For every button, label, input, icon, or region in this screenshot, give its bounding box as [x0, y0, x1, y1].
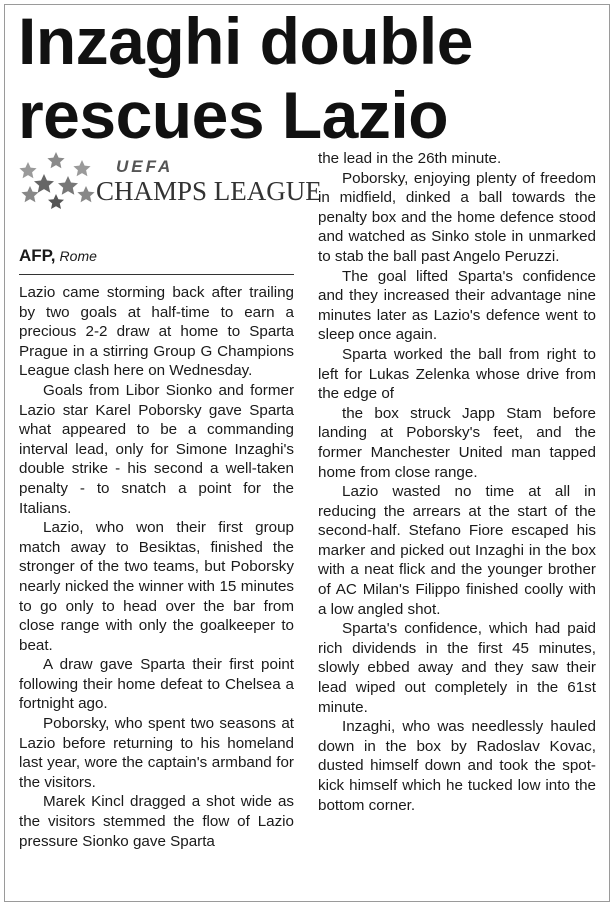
paragraph: Goals from Libor Sionko and former Lazio star Karel Poborsky gave Sparta what appeared to be a commanding interval lead, only for Simone Inzaghi's double strike - his second a well-taken penalty - to snatch a point for the Italians.	[19, 381, 294, 517]
byline-agency: AFP,	[19, 246, 56, 265]
star-icon	[73, 160, 90, 176]
paragraph: The goal lifted Sparta's confidence and they increased their advantage nine minutes later as Lazio's defence went to sleep once again.	[318, 267, 596, 344]
paragraph: A draw gave Sparta their first point following their home defeat to Chelsea a fortnight ago.	[19, 656, 294, 713]
champions-league-logo	[16, 150, 322, 212]
paragraph: the lead in the 26th minute.	[318, 150, 502, 167]
paragraph: Marek Kincl dragged a shot wide as the visitors stemmed the flow of Lazio pressure Sionko gave Sparta	[19, 793, 294, 850]
paragraph: Lazio wasted no time at all in reducing the arrears at the start of the second-half. Stefano Fiore escaped his marker and picked out Inzaghi in the box with a neat flick and the younger brother of AC Milan's Filippo finished coolly with a low angled shot.	[318, 483, 596, 618]
article-column-1	[19, 283, 294, 851]
paragraph: Poborsky, who spent two seasons at Lazio before returning to his homeland last year, wore the captain's armband for the visitors.	[19, 715, 294, 791]
paragraph: Lazio came storming back after trailing by two goals at half-time to earn a precious 2-2 draw at home to Sparta Prague in a stirring Group G Champions League clash here on Wednesday.	[19, 284, 294, 380]
paragraph: Inzaghi, who was needlessly hauled down in the box by Radoslav Kovac, dusted himself down and took the spot-kick himself which he tucked low into the bottom corner.	[318, 718, 596, 814]
article-column-2	[318, 149, 596, 815]
paragraph: Poborsky, enjoying plenty of freedom in midfield, dinked a ball towards the penalty box and the home defence stood and watched as Sinko stole in unmarked to stab the ball past Angelo Peruzzi.	[318, 169, 596, 265]
byline	[19, 246, 97, 266]
starball-logo-icon	[16, 150, 322, 212]
star-icon	[77, 186, 94, 202]
paragraph: Sparta worked the ball from right to left for Lukas Zelenka whose drive from the edge of	[318, 345, 596, 403]
paragraph: Sparta's confidence, which had paid rich dividends in the first 45 minutes, slowly ebbed away and they saw their lead wiped out completely in the 61st minute.	[318, 620, 596, 716]
star-icon	[47, 152, 64, 168]
byline-divider	[19, 274, 294, 275]
paragraph: the box struck Japp Stam before landing at Poborsky's feet, and the former Manchester United man tapped home from close range.	[318, 404, 596, 481]
headline: Inzaghi double rescues Lazio	[18, 4, 473, 152]
star-icon	[48, 194, 64, 209]
byline-city: Rome	[59, 248, 97, 264]
star-icon	[21, 186, 38, 202]
star-icon	[19, 162, 36, 178]
logo-top-text: UEFA	[116, 157, 174, 176]
logo-bottom-text: CHAMPS LEAGUE	[96, 176, 322, 206]
star-icon	[58, 176, 78, 195]
paragraph: Lazio, who won their first group match away to Besiktas, finished the stronger of the two teams, but Poborsky nearly nicked the winner with 15 minutes to go only to head over the bar from close range with only the goalkeeper to beat.	[19, 519, 294, 654]
star-icon	[34, 174, 54, 193]
